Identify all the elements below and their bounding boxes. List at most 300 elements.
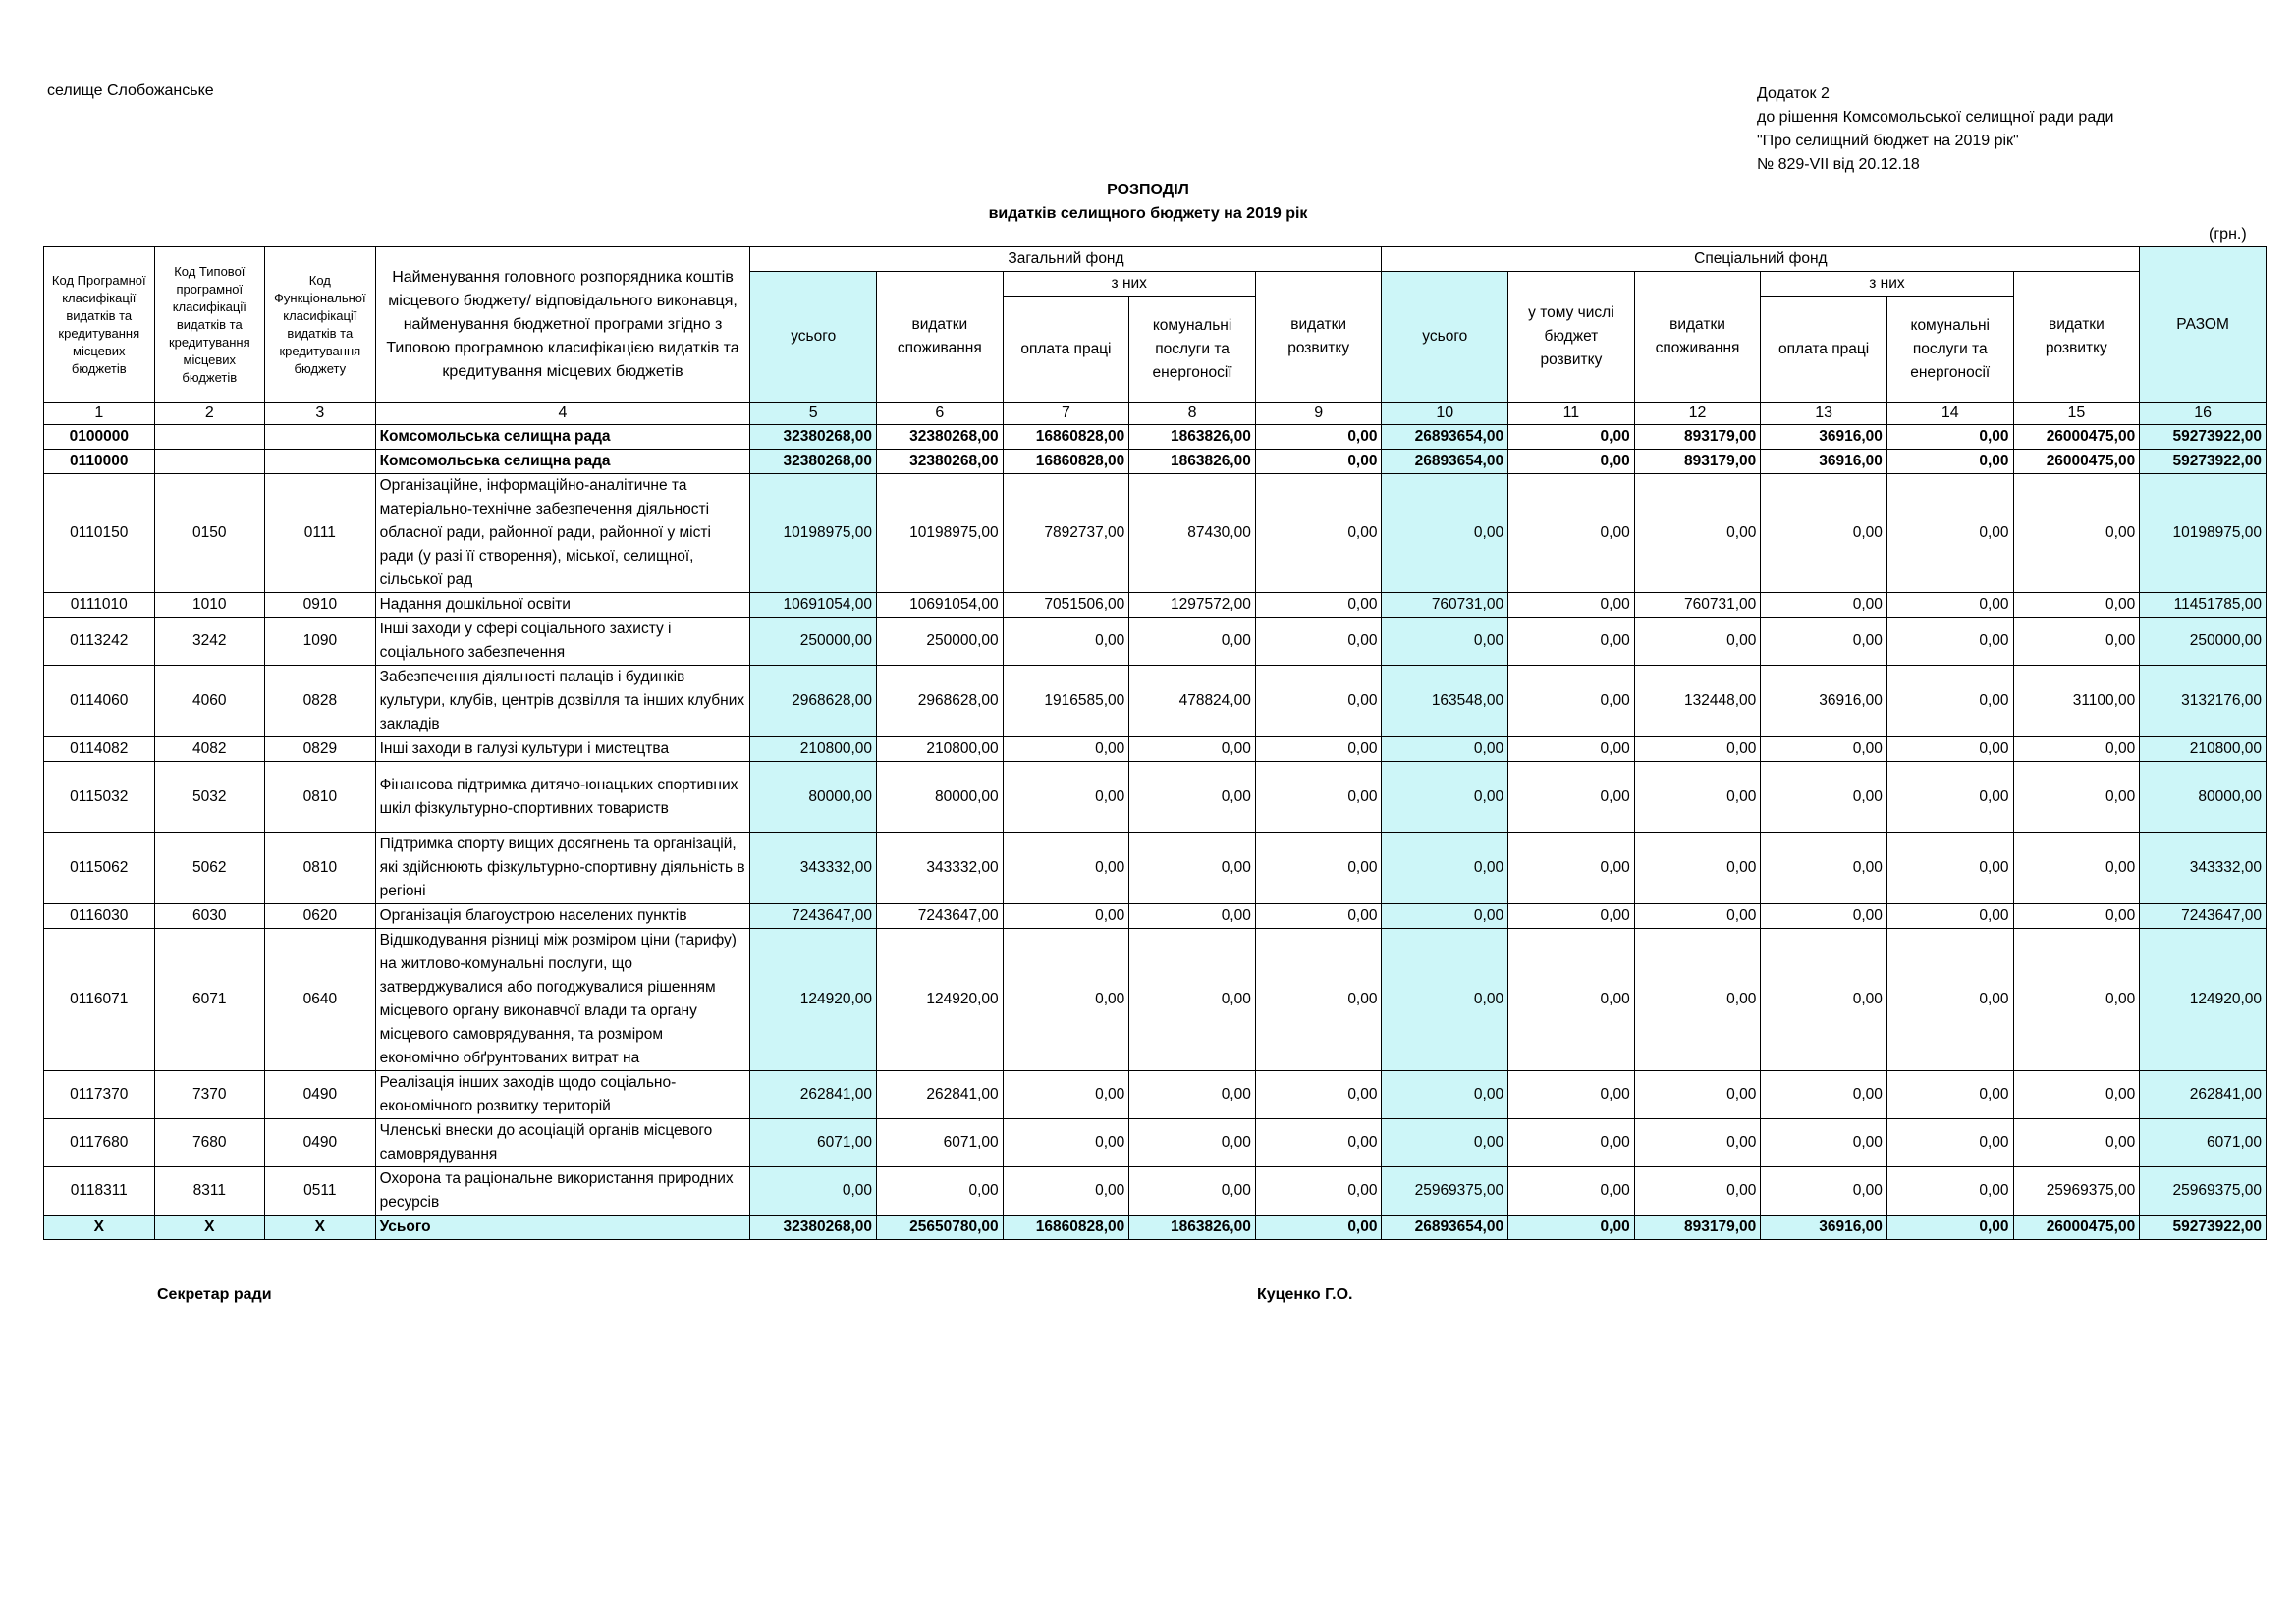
cell-code-typical (154, 425, 265, 450)
cell-special-utilities: 0,00 (1886, 833, 2013, 904)
budget-table (43, 246, 2267, 1240)
cell-general-utilities: 0,00 (1129, 762, 1256, 833)
cell-general-development: 0,00 (1255, 762, 1382, 833)
cell-special-total: 0,00 (1382, 474, 1508, 593)
cell-general-utilities: 0,00 (1129, 904, 1256, 929)
header-name: Найменування головного розпорядника коштів місцевого бюджету/ відповідального виконавця, найменування бюджетної програми згідно з Типовою програмною класифікацією видатків та кредитування місцевих бюджетів (375, 247, 750, 403)
cell-special-consumption: 0,00 (1634, 1167, 1761, 1216)
cell-general-consumption: 7243647,00 (877, 904, 1004, 929)
column-number: 5 (750, 403, 877, 425)
cell-code-functional: 0810 (265, 762, 376, 833)
cell-razom: 262841,00 (2140, 1071, 2267, 1119)
cell-general-development: 0,00 (1255, 1216, 1382, 1240)
cell-special-utilities: 0,00 (1886, 762, 2013, 833)
cell-general-total: 250000,00 (750, 618, 877, 666)
cell-code-program: Х (44, 1216, 155, 1240)
cell-code-functional: 0620 (265, 904, 376, 929)
cell-special-utilities: 0,00 (1886, 425, 2013, 450)
cell-code-functional: 0810 (265, 833, 376, 904)
header-special-of-which: з них (1761, 272, 2013, 297)
cell-code-typical: 6030 (154, 904, 265, 929)
cell-special-development: 26000475,00 (2013, 425, 2140, 450)
cell-code-program: 0117370 (44, 1071, 155, 1119)
cell-general-total: 10691054,00 (750, 593, 877, 618)
cell-razom: 80000,00 (2140, 762, 2267, 833)
cell-general-salary: 0,00 (1003, 1071, 1129, 1119)
header-general-total: усього (750, 272, 877, 403)
cell-general-utilities: 1863826,00 (1129, 425, 1256, 450)
cell-special-salary: 0,00 (1761, 474, 1887, 593)
cell-special-total: 0,00 (1382, 833, 1508, 904)
table-row (44, 833, 2267, 904)
cell-code-program: 0113242 (44, 618, 155, 666)
annex-line: "Про селищний бюджет на 2019 рік" (1757, 133, 2019, 149)
cell-code-typical: Х (154, 1216, 265, 1240)
cell-special-total: 163548,00 (1382, 666, 1508, 737)
column-number: 15 (2013, 403, 2140, 425)
cell-general-salary: 0,00 (1003, 1119, 1129, 1167)
cell-general-salary: 7051506,00 (1003, 593, 1129, 618)
cell-special-salary: 36916,00 (1761, 1216, 1887, 1240)
cell-code-program: 0117680 (44, 1119, 155, 1167)
cell-special-total: 26893654,00 (1382, 450, 1508, 474)
cell-code-typical: 7680 (154, 1119, 265, 1167)
cell-code-functional: Х (265, 1216, 376, 1240)
cell-program-name: Надання дошкільної освіти (375, 593, 750, 618)
cell-general-consumption: 6071,00 (877, 1119, 1004, 1167)
cell-general-consumption: 10198975,00 (877, 474, 1004, 593)
cell-program-name: Охорона та раціональне використання природних ресурсів (375, 1167, 750, 1216)
header-general-development: видатки розвитку (1255, 272, 1382, 403)
column-number: 13 (1761, 403, 1887, 425)
cell-program-name: Забезпечення діяльності палаців і будинків культури, клубів, центрів дозвілля та інших клубних закладів (375, 666, 750, 737)
cell-general-total: 262841,00 (750, 1071, 877, 1119)
cell-general-utilities: 0,00 (1129, 737, 1256, 762)
cell-general-salary: 7892737,00 (1003, 474, 1129, 593)
cell-special-development: 31100,00 (2013, 666, 2140, 737)
cell-special-budget-dev: 0,00 (1508, 618, 1635, 666)
cell-special-salary: 0,00 (1761, 618, 1887, 666)
cell-special-budget-dev: 0,00 (1508, 762, 1635, 833)
header-code-functional: Код Функціональної класифікації видатків та кредитування бюджету (265, 247, 376, 403)
cell-razom: 11451785,00 (2140, 593, 2267, 618)
cell-special-budget-dev: 0,00 (1508, 1167, 1635, 1216)
header-general-of-which: з них (1003, 272, 1255, 297)
header-special-salary: оплата праці (1761, 297, 1887, 403)
cell-special-consumption: 0,00 (1634, 904, 1761, 929)
cell-program-name: Членські внески до асоціацій органів місцевого самоврядування (375, 1119, 750, 1167)
cell-general-total: 0,00 (750, 1167, 877, 1216)
cell-special-salary: 0,00 (1761, 929, 1887, 1071)
table-row (44, 1071, 2267, 1119)
cell-code-program: 0114082 (44, 737, 155, 762)
table-row (44, 593, 2267, 618)
cell-general-development: 0,00 (1255, 904, 1382, 929)
cell-general-total: 10198975,00 (750, 474, 877, 593)
column-number: 11 (1508, 403, 1635, 425)
cell-code-program: 0100000 (44, 425, 155, 450)
cell-general-total: 7243647,00 (750, 904, 877, 929)
table-row (44, 904, 2267, 929)
cell-special-salary: 0,00 (1761, 904, 1887, 929)
cell-special-salary: 36916,00 (1761, 425, 1887, 450)
cell-code-functional: 0490 (265, 1071, 376, 1119)
cell-general-total: 32380268,00 (750, 450, 877, 474)
cell-program-name: Організація благоустрою населених пунктів (375, 904, 750, 929)
cell-special-development: 0,00 (2013, 593, 2140, 618)
cell-special-utilities: 0,00 (1886, 737, 2013, 762)
cell-general-salary: 16860828,00 (1003, 425, 1129, 450)
cell-code-typical: 5062 (154, 833, 265, 904)
cell-special-utilities: 0,00 (1886, 1167, 2013, 1216)
cell-general-development: 0,00 (1255, 737, 1382, 762)
header-code-typical: Код Типової програмної класифікації видатків та кредитування місцевих бюджетів (154, 247, 265, 403)
header-special-budget-dev: у тому числі бюджет розвитку (1508, 272, 1635, 403)
cell-special-salary: 0,00 (1761, 1071, 1887, 1119)
cell-general-utilities: 1863826,00 (1129, 1216, 1256, 1240)
cell-razom: 343332,00 (2140, 833, 2267, 904)
cell-general-consumption: 80000,00 (877, 762, 1004, 833)
cell-code-typical: 1010 (154, 593, 265, 618)
cell-program-name: Усього (375, 1216, 750, 1240)
cell-code-functional: 0640 (265, 929, 376, 1071)
cell-general-salary: 16860828,00 (1003, 1216, 1129, 1240)
cell-special-utilities: 0,00 (1886, 593, 2013, 618)
cell-special-budget-dev: 0,00 (1508, 425, 1635, 450)
cell-special-consumption: 132448,00 (1634, 666, 1761, 737)
cell-general-consumption: 10691054,00 (877, 593, 1004, 618)
cell-code-typical: 6071 (154, 929, 265, 1071)
cell-code-typical (154, 450, 265, 474)
cell-program-name: Реалізація інших заходів щодо соціально-економічного розвитку територій (375, 1071, 750, 1119)
cell-code-typical: 5032 (154, 762, 265, 833)
cell-special-total: 0,00 (1382, 618, 1508, 666)
cell-general-consumption: 2968628,00 (877, 666, 1004, 737)
cell-general-utilities: 0,00 (1129, 1167, 1256, 1216)
cell-special-development: 0,00 (2013, 737, 2140, 762)
cell-program-name: Комсомольська селищна рада (375, 425, 750, 450)
cell-special-development: 0,00 (2013, 904, 2140, 929)
header-special-total: усього (1382, 272, 1508, 403)
cell-general-development: 0,00 (1255, 450, 1382, 474)
cell-general-utilities: 0,00 (1129, 1071, 1256, 1119)
cell-special-budget-dev: 0,00 (1508, 474, 1635, 593)
cell-special-budget-dev: 0,00 (1508, 450, 1635, 474)
cell-general-utilities: 0,00 (1129, 929, 1256, 1071)
cell-special-consumption: 0,00 (1634, 929, 1761, 1071)
cell-special-consumption: 0,00 (1634, 833, 1761, 904)
cell-general-consumption: 25650780,00 (877, 1216, 1004, 1240)
cell-special-salary: 0,00 (1761, 593, 1887, 618)
column-number: 2 (154, 403, 265, 425)
cell-special-development: 0,00 (2013, 929, 2140, 1071)
cell-razom: 210800,00 (2140, 737, 2267, 762)
cell-special-consumption: 0,00 (1634, 1119, 1761, 1167)
cell-special-consumption: 0,00 (1634, 618, 1761, 666)
cell-general-utilities: 1863826,00 (1129, 450, 1256, 474)
cell-general-utilities: 1297572,00 (1129, 593, 1256, 618)
cell-special-total: 0,00 (1382, 904, 1508, 929)
cell-razom: 59273922,00 (2140, 1216, 2267, 1240)
cell-special-total: 0,00 (1382, 762, 1508, 833)
cell-special-consumption: 0,00 (1634, 1071, 1761, 1119)
cell-general-total: 210800,00 (750, 737, 877, 762)
cell-special-budget-dev: 0,00 (1508, 1216, 1635, 1240)
cell-general-utilities: 478824,00 (1129, 666, 1256, 737)
cell-code-typical: 4060 (154, 666, 265, 737)
header-special-utilities: комунальні послуги та енергоносії (1886, 297, 2013, 403)
cell-special-total: 0,00 (1382, 929, 1508, 1071)
signature-title: Секретар ради (157, 1286, 272, 1303)
cell-general-development: 0,00 (1255, 593, 1382, 618)
cell-special-budget-dev: 0,00 (1508, 666, 1635, 737)
cell-general-consumption: 32380268,00 (877, 450, 1004, 474)
cell-special-salary: 36916,00 (1761, 666, 1887, 737)
cell-general-development: 0,00 (1255, 929, 1382, 1071)
cell-code-program: 0110000 (44, 450, 155, 474)
cell-special-utilities: 0,00 (1886, 929, 2013, 1071)
header-general-consumption: видатки споживання (877, 272, 1004, 403)
cell-program-name: Організаційне, інформаційно-аналітичне та матеріально-технічне забезпечення діяльності обласної ради, районної ради, районної у місті ради (у разі її створення), міської, селищної, сільської рад (375, 474, 750, 593)
cell-general-consumption: 250000,00 (877, 618, 1004, 666)
cell-special-budget-dev: 0,00 (1508, 833, 1635, 904)
header-special-fund: Спеціальний фонд (1382, 247, 2140, 272)
cell-special-development: 0,00 (2013, 833, 2140, 904)
cell-code-program: 0115032 (44, 762, 155, 833)
cell-program-name: Інші заходи в галузі культури і мистецтва (375, 737, 750, 762)
cell-special-utilities: 0,00 (1886, 618, 2013, 666)
cell-code-typical: 4082 (154, 737, 265, 762)
cell-general-utilities: 87430,00 (1129, 474, 1256, 593)
table-row (44, 474, 2267, 593)
cell-code-functional: 0828 (265, 666, 376, 737)
table-row (44, 1167, 2267, 1216)
cell-special-salary: 36916,00 (1761, 450, 1887, 474)
cell-general-development: 0,00 (1255, 1167, 1382, 1216)
cell-code-program: 0110150 (44, 474, 155, 593)
column-number: 3 (265, 403, 376, 425)
cell-special-salary: 0,00 (1761, 737, 1887, 762)
cell-special-utilities: 0,00 (1886, 666, 2013, 737)
cell-general-salary: 16860828,00 (1003, 450, 1129, 474)
cell-special-budget-dev: 0,00 (1508, 929, 1635, 1071)
cell-special-salary: 0,00 (1761, 762, 1887, 833)
column-number: 12 (1634, 403, 1761, 425)
cell-special-development: 26000475,00 (2013, 1216, 2140, 1240)
column-number: 14 (1886, 403, 2013, 425)
cell-code-typical: 3242 (154, 618, 265, 666)
cell-razom: 6071,00 (2140, 1119, 2267, 1167)
cell-general-development: 0,00 (1255, 666, 1382, 737)
cell-general-salary: 0,00 (1003, 929, 1129, 1071)
cell-special-total: 0,00 (1382, 737, 1508, 762)
cell-general-development: 0,00 (1255, 833, 1382, 904)
cell-general-total: 80000,00 (750, 762, 877, 833)
column-number: 8 (1129, 403, 1256, 425)
cell-code-functional: 0511 (265, 1167, 376, 1216)
annex-reference (1757, 82, 2113, 177)
cell-special-development: 26000475,00 (2013, 450, 2140, 474)
cell-special-consumption: 893179,00 (1634, 1216, 1761, 1240)
cell-general-utilities: 0,00 (1129, 618, 1256, 666)
cell-general-total: 32380268,00 (750, 425, 877, 450)
cell-general-total: 124920,00 (750, 929, 877, 1071)
cell-razom: 124920,00 (2140, 929, 2267, 1071)
cell-code-program: 0116030 (44, 904, 155, 929)
cell-special-consumption: 760731,00 (1634, 593, 1761, 618)
column-number: 10 (1382, 403, 1508, 425)
cell-razom: 7243647,00 (2140, 904, 2267, 929)
cell-special-development: 0,00 (2013, 1071, 2140, 1119)
header-general-fund: Загальний фонд (750, 247, 1382, 272)
cell-special-budget-dev: 0,00 (1508, 737, 1635, 762)
table-row (44, 737, 2267, 762)
cell-special-budget-dev: 0,00 (1508, 1119, 1635, 1167)
cell-special-total: 0,00 (1382, 1119, 1508, 1167)
table-body (44, 425, 2267, 1240)
cell-special-development: 25969375,00 (2013, 1167, 2140, 1216)
cell-code-functional (265, 425, 376, 450)
cell-special-utilities: 0,00 (1886, 1071, 2013, 1119)
column-number: 6 (877, 403, 1004, 425)
annex-line: до рішення Комсомольської селищної ради ради (1757, 109, 2114, 126)
cell-special-utilities: 0,00 (1886, 474, 2013, 593)
cell-special-total: 26893654,00 (1382, 425, 1508, 450)
cell-special-budget-dev: 0,00 (1508, 1071, 1635, 1119)
cell-razom: 59273922,00 (2140, 425, 2267, 450)
cell-razom: 3132176,00 (2140, 666, 2267, 737)
cell-special-consumption: 0,00 (1634, 474, 1761, 593)
table-row (44, 1119, 2267, 1167)
cell-general-consumption: 343332,00 (877, 833, 1004, 904)
cell-general-consumption: 32380268,00 (877, 425, 1004, 450)
header-special-development: видатки розвитку (2013, 272, 2140, 403)
document-title: РОЗПОДІЛ (1107, 182, 1189, 198)
cell-code-functional: 0829 (265, 737, 376, 762)
table-row (44, 425, 2267, 450)
cell-general-development: 0,00 (1255, 1071, 1382, 1119)
cell-general-salary: 0,00 (1003, 762, 1129, 833)
cell-special-total: 760731,00 (1382, 593, 1508, 618)
cell-general-total: 2968628,00 (750, 666, 877, 737)
column-number: 7 (1003, 403, 1129, 425)
cell-special-salary: 0,00 (1761, 833, 1887, 904)
cell-special-development: 0,00 (2013, 618, 2140, 666)
cell-code-typical: 0150 (154, 474, 265, 593)
cell-general-development: 0,00 (1255, 425, 1382, 450)
cell-special-total: 26893654,00 (1382, 1216, 1508, 1240)
header-general-salary: оплата праці (1003, 297, 1129, 403)
cell-code-typical: 7370 (154, 1071, 265, 1119)
table-row (44, 450, 2267, 474)
cell-special-total: 0,00 (1382, 1071, 1508, 1119)
cell-general-utilities: 0,00 (1129, 1119, 1256, 1167)
cell-general-salary: 0,00 (1003, 737, 1129, 762)
currency-unit: (грн.) (2209, 226, 2247, 243)
village-name: селище Слобожанське (47, 82, 214, 99)
cell-general-development: 0,00 (1255, 474, 1382, 593)
column-number: 9 (1255, 403, 1382, 425)
cell-code-functional (265, 450, 376, 474)
cell-general-consumption: 210800,00 (877, 737, 1004, 762)
signature-name: Куценко Г.О. (1257, 1286, 1353, 1303)
cell-special-development: 0,00 (2013, 762, 2140, 833)
cell-general-total: 6071,00 (750, 1119, 877, 1167)
cell-code-program: 0116071 (44, 929, 155, 1071)
table-row (44, 762, 2267, 833)
cell-general-consumption: 124920,00 (877, 929, 1004, 1071)
table-row (44, 929, 2267, 1071)
cell-general-salary: 1916585,00 (1003, 666, 1129, 737)
cell-code-program: 0118311 (44, 1167, 155, 1216)
document-title-block (0, 179, 2296, 226)
cell-code-program: 0115062 (44, 833, 155, 904)
cell-general-salary: 0,00 (1003, 904, 1129, 929)
cell-special-utilities: 0,00 (1886, 904, 2013, 929)
cell-program-name: Комсомольська селищна рада (375, 450, 750, 474)
cell-general-utilities: 0,00 (1129, 833, 1256, 904)
cell-special-total: 25969375,00 (1382, 1167, 1508, 1216)
cell-code-typical: 8311 (154, 1167, 265, 1216)
cell-general-consumption: 0,00 (877, 1167, 1004, 1216)
table-row (44, 666, 2267, 737)
cell-razom: 25969375,00 (2140, 1167, 2267, 1216)
cell-special-consumption: 893179,00 (1634, 425, 1761, 450)
cell-special-consumption: 0,00 (1634, 762, 1761, 833)
header-razom: РАЗОМ (2140, 247, 2267, 403)
cell-general-salary: 0,00 (1003, 833, 1129, 904)
total-row (44, 1216, 2267, 1240)
cell-code-functional: 1090 (265, 618, 376, 666)
cell-special-consumption: 0,00 (1634, 737, 1761, 762)
cell-code-program: 0114060 (44, 666, 155, 737)
column-number: 1 (44, 403, 155, 425)
annex-line: Додаток 2 (1757, 85, 1830, 102)
cell-special-consumption: 893179,00 (1634, 450, 1761, 474)
cell-razom: 59273922,00 (2140, 450, 2267, 474)
cell-special-salary: 0,00 (1761, 1167, 1887, 1216)
cell-general-total: 343332,00 (750, 833, 877, 904)
cell-code-functional: 0111 (265, 474, 376, 593)
cell-general-salary: 0,00 (1003, 1167, 1129, 1216)
document-subtitle: видатків селищного бюджету на 2019 рік (988, 205, 1308, 222)
cell-special-development: 0,00 (2013, 474, 2140, 593)
cell-special-utilities: 0,00 (1886, 1119, 2013, 1167)
cell-general-salary: 0,00 (1003, 618, 1129, 666)
cell-special-utilities: 0,00 (1886, 450, 2013, 474)
header-code-program: Код Програмної класифікації видатків та кредитування місцевих бюджетів (44, 247, 155, 403)
cell-special-development: 0,00 (2013, 1119, 2140, 1167)
cell-special-utilities: 0,00 (1886, 1216, 2013, 1240)
cell-general-total: 32380268,00 (750, 1216, 877, 1240)
cell-special-budget-dev: 0,00 (1508, 904, 1635, 929)
column-number: 16 (2140, 403, 2267, 425)
cell-program-name: Інші заходи у сфері соціального захисту і соціального забезпечення (375, 618, 750, 666)
cell-special-budget-dev: 0,00 (1508, 593, 1635, 618)
cell-program-name: Відшкодування різниці між розміром ціни (тарифу) на житлово-комунальні послуги, що затверджувалися або погоджувалися рішенням місцевого органу виконавчої влади та органу місцевого самоврядування, та розміром економічно обґрунтованих витрат на (375, 929, 750, 1071)
cell-general-development: 0,00 (1255, 1119, 1382, 1167)
cell-code-functional: 0910 (265, 593, 376, 618)
cell-program-name: Підтримка спорту вищих досягнень та організацій, які здійснюють фізкультурно-спортивну діяльність в регіоні (375, 833, 750, 904)
column-number: 4 (375, 403, 750, 425)
cell-program-name: Фінансова підтримка дитячо-юнацьких спортивних шкіл фізкультурно-спортивних товариств (375, 762, 750, 833)
header-general-utilities: комунальні послуги та енергоносії (1129, 297, 1256, 403)
cell-code-program: 0111010 (44, 593, 155, 618)
cell-general-development: 0,00 (1255, 618, 1382, 666)
cell-code-functional: 0490 (265, 1119, 376, 1167)
table-row (44, 618, 2267, 666)
header-special-consumption: видатки споживання (1634, 272, 1761, 403)
